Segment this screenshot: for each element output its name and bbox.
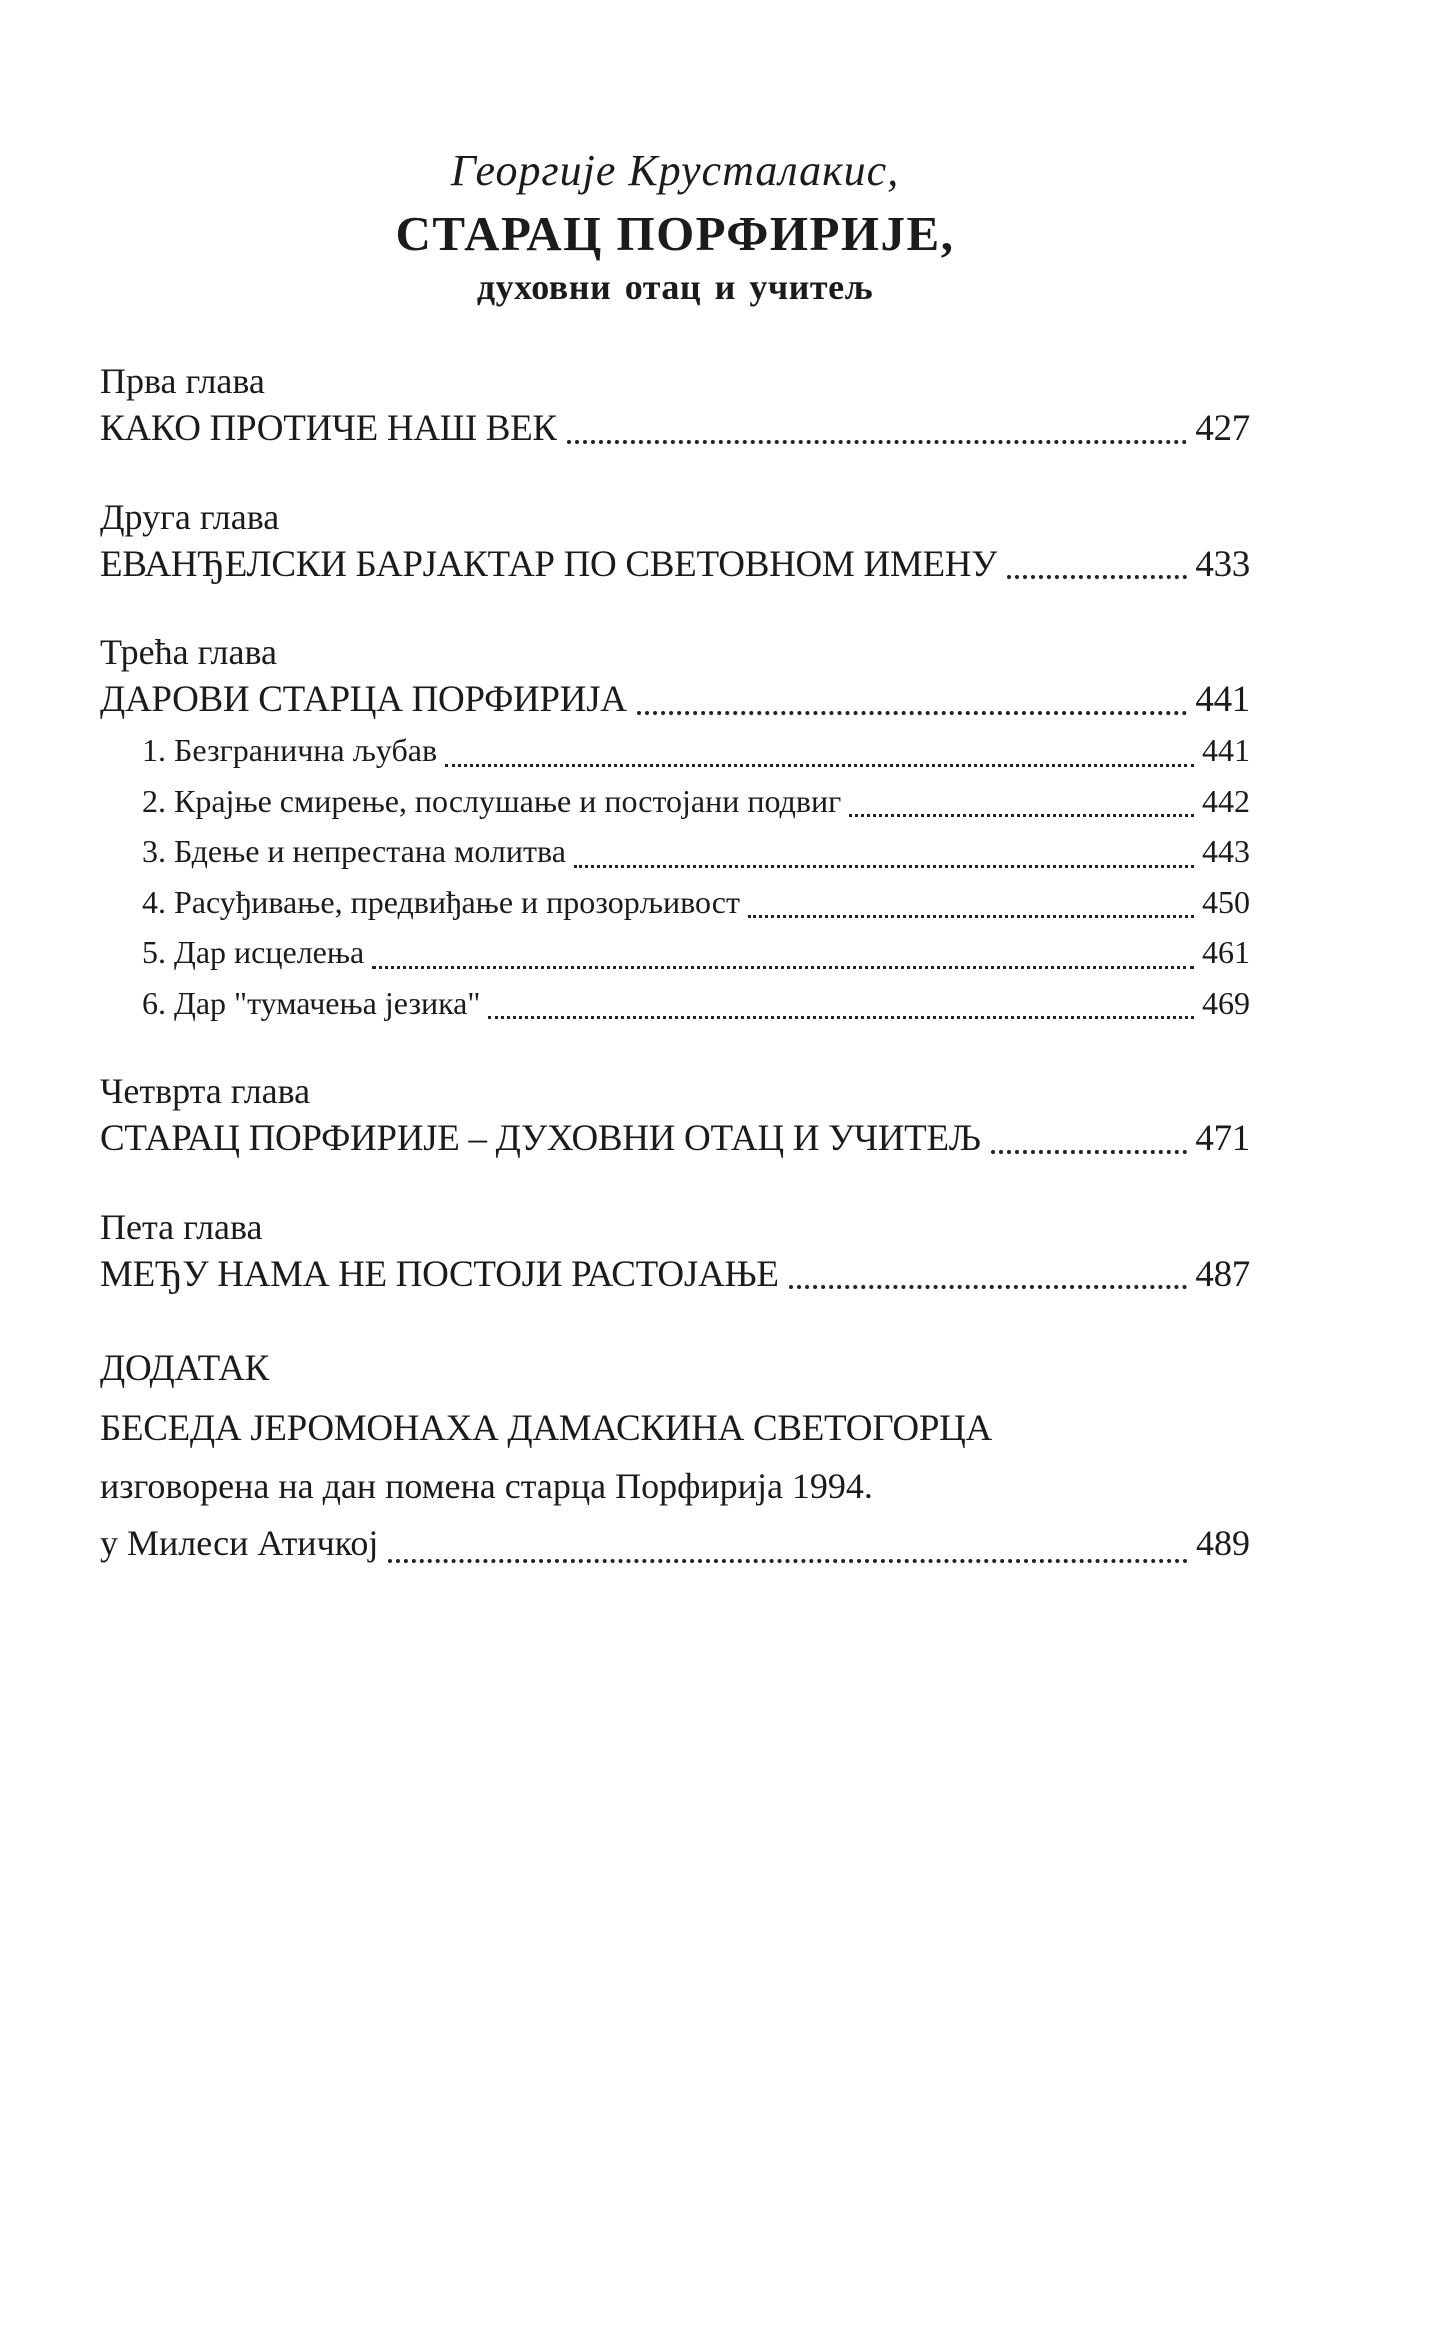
subitem-title: 4. Расуђивање, предвиђање и прозорљивост	[142, 883, 740, 920]
toc-entry-chapter-1	[100, 358, 1250, 454]
dot-leader	[372, 966, 1194, 969]
chapter-label: Четврта глава	[100, 1071, 311, 1112]
chapter-label: Друга глава	[100, 496, 280, 537]
page-number: 489	[1196, 1523, 1250, 1564]
toc-row	[100, 1115, 1250, 1164]
chapter-label: Пета глава	[100, 1206, 263, 1247]
dot-leader	[748, 915, 1194, 918]
chapter-title: ДАРОВИ СТАРЦА ПОРФИРИЈА	[100, 679, 627, 721]
dot-leader	[388, 1559, 1188, 1563]
toc-subitem	[142, 725, 1250, 776]
toc-subitem	[142, 927, 1250, 978]
dot-leader	[849, 814, 1194, 817]
page-number: 469	[1202, 984, 1250, 1021]
toc-entry-chapter-3	[100, 629, 1250, 1028]
page-number: 441	[1195, 679, 1250, 721]
page-number: 443	[1202, 833, 1250, 870]
dot-leader	[637, 711, 1188, 715]
dot-leader	[445, 764, 1194, 767]
page-number: 427	[1195, 407, 1250, 449]
book-subtitle: духовни отац и учитељ	[476, 267, 874, 308]
toc-entry-chapter-5	[100, 1204, 1250, 1300]
chapter-title: МЕЂУ НАМА НЕ ПОСТОЈИ РАСТОЈАЊЕ	[100, 1253, 779, 1295]
appendix-heading: ДОДАТАК	[100, 1348, 269, 1390]
page-number: 487	[1195, 1253, 1250, 1295]
toc-row	[100, 1515, 1250, 1573]
chapter-label: Трећа глава	[100, 632, 277, 673]
toc-subitem	[142, 877, 1250, 928]
chapter-title: КАКО ПРОТИЧЕ НАШ ВЕК	[100, 407, 557, 449]
subitem-title: 6. Дар "тумачења језика"	[142, 984, 481, 1021]
page-number: 433	[1195, 543, 1250, 585]
toc-entry-chapter-2	[100, 494, 1250, 590]
dot-leader	[488, 1016, 1194, 1019]
subitem-title: 5. Дар исцелења	[142, 934, 365, 971]
chapter-label: Прва глава	[100, 361, 265, 402]
appendix-title: БЕСЕДА ЈЕРОМОНАХА ДАМАСКИНА СВЕТОГОРЦА	[100, 1407, 992, 1449]
toc-row	[100, 541, 1250, 590]
appendix-note: изговорена на дан помена старца Порфирија 1994.	[100, 1465, 873, 1506]
toc-row	[100, 1251, 1250, 1300]
book-title: СТАРАЦ ПОРФИРИЈЕ,	[395, 205, 955, 261]
dot-leader	[1007, 575, 1187, 579]
toc-row	[100, 405, 1250, 454]
chapter-title: ЕВАНЂЕЛСКИ БАРЈАКТАР ПО СВЕТОВНОМ ИМЕНУ	[100, 543, 998, 585]
chapter-title: СТАРАЦ ПОРФИРИЈЕ – ДУХОВНИ ОТАЦ И УЧИТЕЉ	[100, 1118, 981, 1160]
toc-subitem	[142, 826, 1250, 877]
chapter-subitems	[100, 725, 1250, 1028]
subitem-title: 3. Бдење и непрестана молитва	[142, 833, 566, 870]
subitem-title: 2. Крајње смирење, послушање и постојани подвиг	[142, 782, 842, 819]
toc-entry-chapter-4	[100, 1068, 1250, 1164]
table-of-contents	[100, 358, 1250, 1573]
toc-row	[100, 676, 1250, 725]
book-author: Георгије Крусталакис,	[450, 146, 900, 195]
dot-leader	[789, 1285, 1188, 1289]
page-number: 441	[1202, 731, 1250, 768]
subitem-title: 1. Безгранична љубав	[142, 731, 438, 768]
dot-leader	[991, 1150, 1188, 1154]
dot-leader	[574, 865, 1194, 868]
page-number: 471	[1195, 1118, 1250, 1160]
page-number: 442	[1202, 782, 1250, 819]
toc-subitem	[142, 978, 1250, 1029]
appendix-tail: у Милеси Атичкој	[100, 1523, 379, 1564]
toc-entry-appendix	[100, 1339, 1250, 1573]
book-header	[100, 146, 1250, 308]
page-number: 450	[1202, 883, 1250, 920]
page-number: 461	[1202, 934, 1250, 971]
toc-subitem	[142, 776, 1250, 827]
dot-leader	[567, 440, 1188, 444]
